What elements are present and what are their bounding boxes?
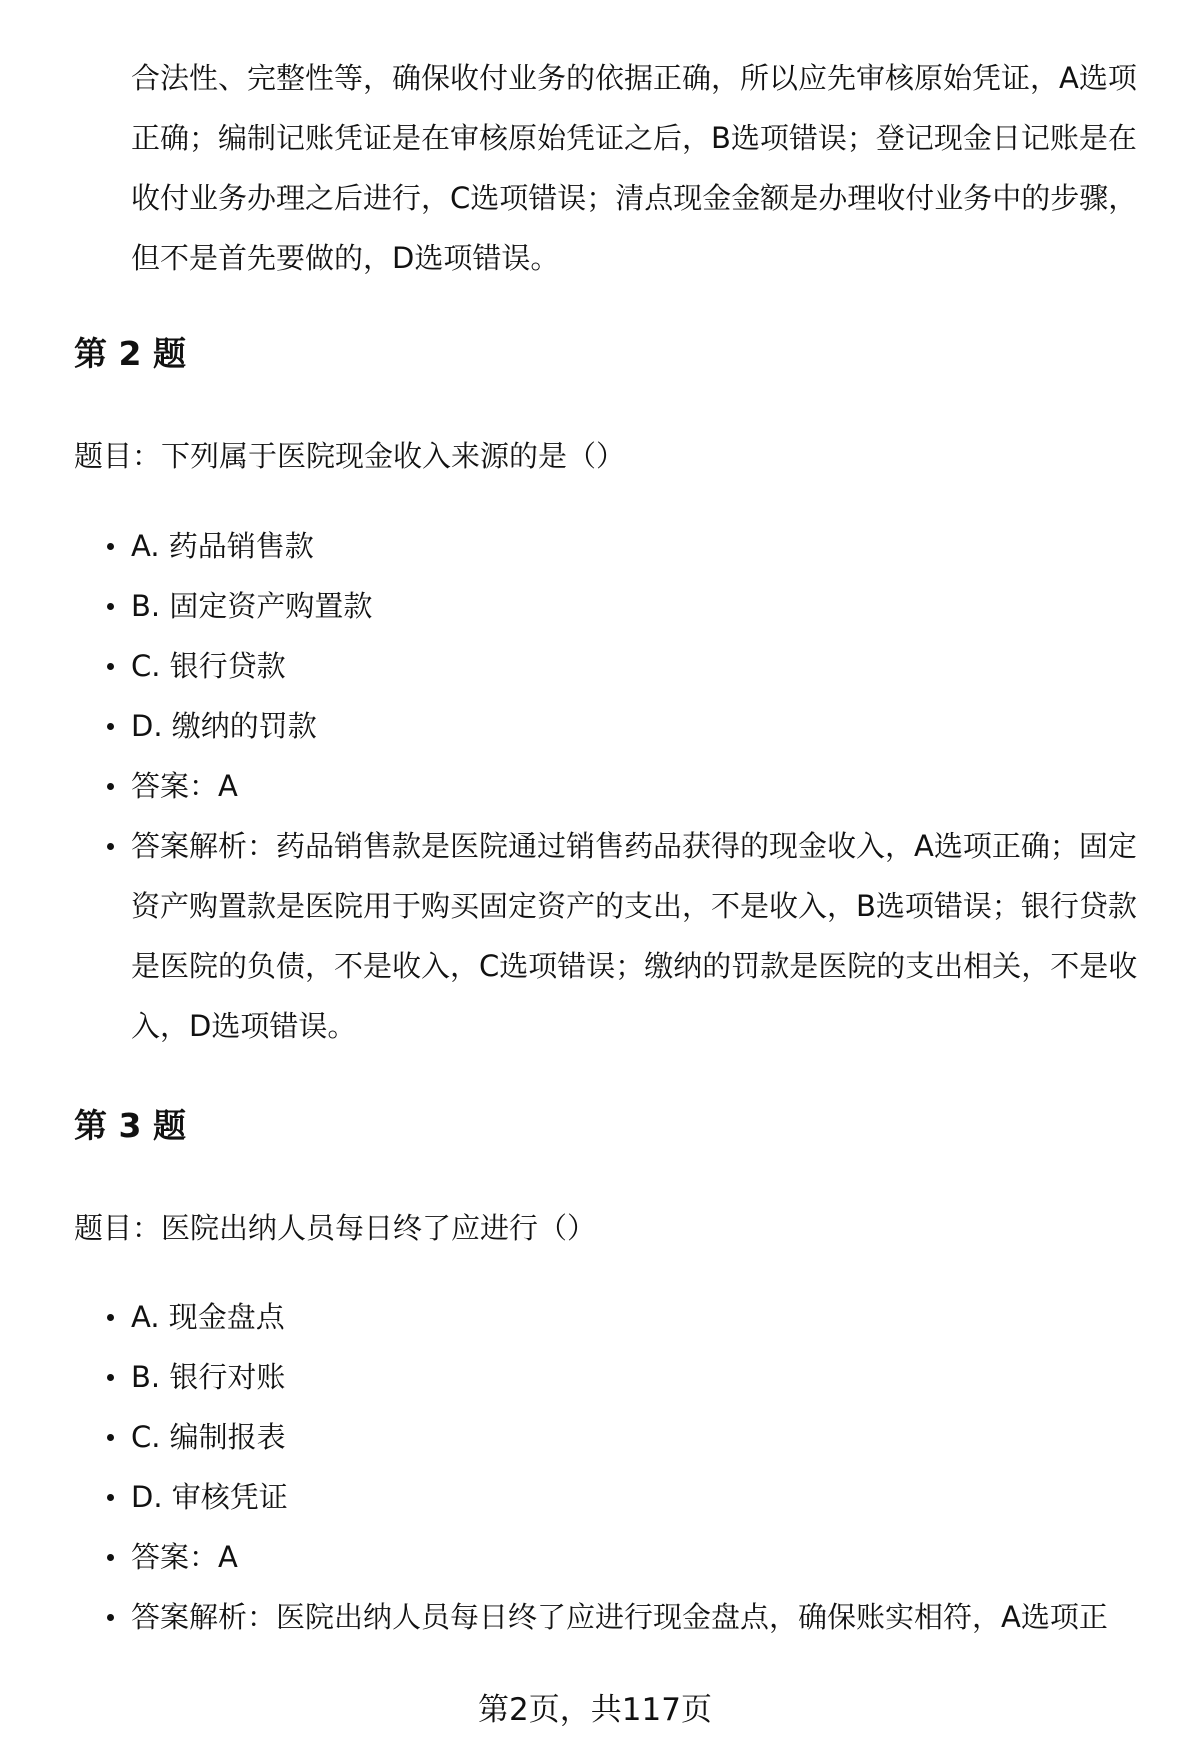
question-3-answer: 答案：A <box>104 1527 1144 1587</box>
previous-explanation-continuation: 合法性、完整性等，确保收付业务的依据正确，所以应先审核原始凭证，A选项正确；编制记账凭证是在审核原始凭证之后，B选项错误；登记现金日记账是在收付业务办理之后进行，C选项错误；清点现金金额是办理收付业务中的步骤，但不是首先要做的，D选项错误。 <box>131 61 1138 275</box>
question-3-heading: 第 3 题 <box>74 1106 186 1145</box>
question-3-option-b: B. 银行对账 <box>104 1347 1144 1407</box>
question-2-option-b: B. 固定资产购置款 <box>104 576 1144 636</box>
question-3-prompt: 题目：医院出纳人员每日终了应进行（） <box>74 1211 597 1245</box>
question-2-option-d: D. 缴纳的罚款 <box>104 696 1144 756</box>
question-3-option-c: C. 编制报表 <box>104 1407 1144 1467</box>
question-2-option-c: C. 银行贷款 <box>104 636 1144 696</box>
question-3-explanation: 答案解析：医院出纳人员每日终了应进行现金盘点，确保账实相符，A选项正 <box>104 1587 1144 1647</box>
question-2-answer: 答案：A <box>104 756 1144 816</box>
question-3-option-a: A. 现金盘点 <box>104 1287 1144 1347</box>
question-2-explanation: 答案解析：药品销售款是医院通过销售药品获得的现金收入，A选项正确；固定资产购置款是医院用于购买固定资产的支出，不是收入，B选项错误；银行贷款是医院的负债，不是收入，C选项错误；缴纳的罚款是医院的支出相关，不是收入，D选项错误。 <box>104 816 1144 1056</box>
question-2-option-a: A. 药品销售款 <box>104 516 1144 576</box>
question-3-list <box>104 1287 1144 1647</box>
question-2-heading: 第 2 题 <box>74 334 186 373</box>
question-2-prompt: 题目：下列属于医院现金收入来源的是（） <box>74 439 626 473</box>
question-3-option-d: D. 审核凭证 <box>104 1467 1144 1527</box>
page-number-footer: 第2页，共117页 <box>478 1692 712 1728</box>
question-2-list <box>104 516 1144 1056</box>
